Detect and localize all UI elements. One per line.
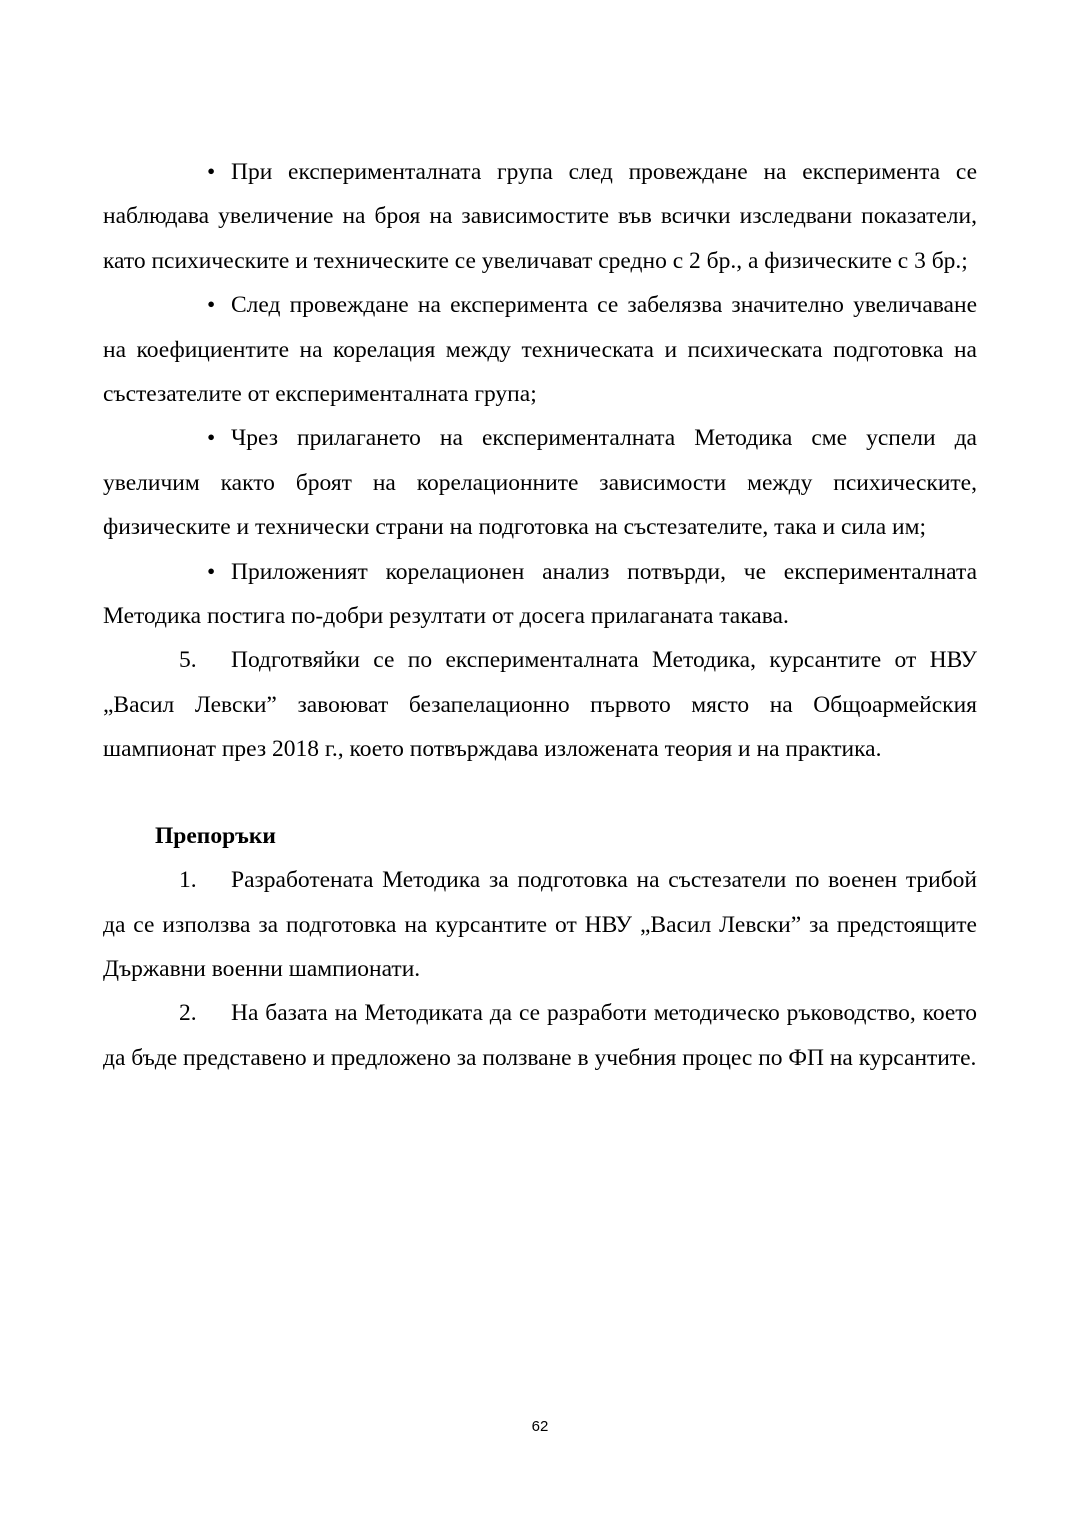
bullet-icon: • [207,292,216,319]
page-number: 62 [531,1418,549,1435]
conclusion-bullet [103,150,977,283]
recommendation-item [103,991,977,1080]
bullet-icon: • [207,558,216,585]
conclusion-bullet [103,416,977,549]
item-number: 1. [179,867,197,894]
item-text: Разработената Методика за подготовка на състезатели по военен трибой да се използва за подготовка на курсантите от НВУ „Васил Левски” за предстоящите Държавни военни шампионати. [103,867,977,982]
bullet-text: При експерименталната група след провеждане на експеримента се наблюдава увеличение на броя на зависимостите във всички изследвани показатели, като психическите и техническите се увеличават средно с 2 бр., а физическите с 3 бр.; [103,159,977,274]
item-text: Подготвяйки се по експерименталната Методика, курсантите от НВУ „Васил Левски” завоюват безапелационно първото място на Общоармейския шампионат през 2018 г., което потвърждава изложената теория и на практика. [103,647,977,763]
item-text: На базата на Методиката да се разработи методическо ръководство, което да бъде представено и предложено за ползване в учебния процес по ФП на курсантите. [103,1000,977,1071]
recommendation-item [103,858,977,991]
recommendations-heading: Препоръки [155,822,276,849]
bullet-text: Приложеният корелационен анализ потвърди, че експерименталната Методика постига по-добри резултати от досега прилаганата такава. [103,558,977,630]
conclusion-bullet [103,550,977,639]
conclusion-bullet [103,283,977,416]
bullet-icon: • [207,425,216,452]
item-number: 2. [179,1000,197,1027]
document-page [103,150,977,1080]
bullet-text: Чрез прилагането на експерименталната Методика сме успели да увеличим както броят на корелационните зависимости между психическите, физическите и технически страни на подготовка на състезателите, така и сила им; [103,425,977,541]
item-number: 5. [179,647,197,674]
conclusion-numbered [103,638,977,771]
bullet-icon: • [207,159,216,185]
bullet-text: След провеждане на експеримента се забелязва значително увеличаване на коефициентите на корелация между техническата и психическата подготовка на състезателите от експерименталната група; [103,292,977,408]
